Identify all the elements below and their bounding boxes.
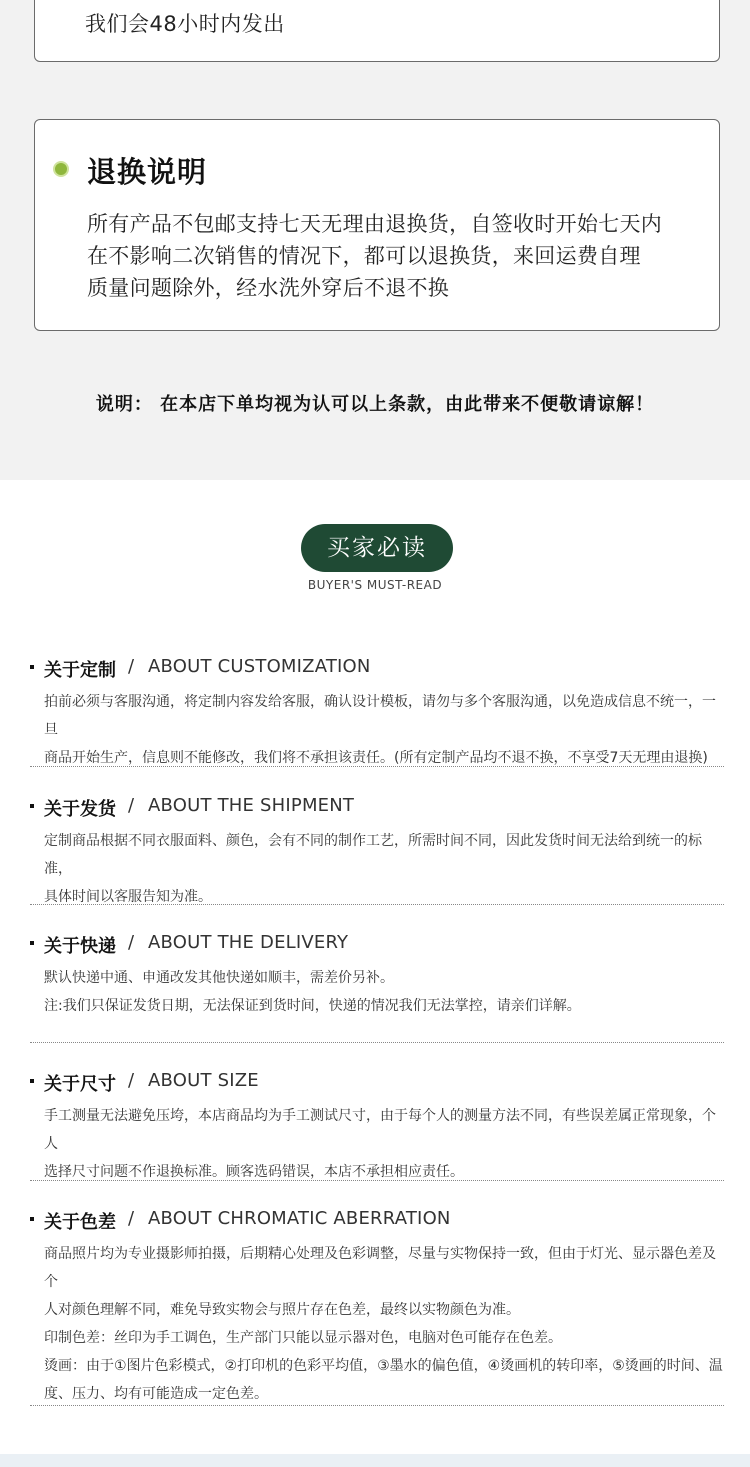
dotted-divider <box>30 766 724 767</box>
section-line: 定制商品根据不同衣服面料、颜色，会有不同的制作工艺，所需时间不同，因此发货时间无法给到统一的标准， <box>44 833 702 877</box>
section-title-en: ABOUT CUSTOMIZATION <box>148 656 371 677</box>
section-title-en: ABOUT SIZE <box>148 1070 259 1091</box>
section-body <box>30 827 728 911</box>
dotted-divider <box>30 1405 724 1406</box>
dotted-divider <box>30 1042 724 1043</box>
section-line: 具体时间以客服告知为准。 <box>44 889 212 905</box>
section-customization <box>30 656 724 766</box>
title-separator: / <box>128 1208 135 1229</box>
section-body <box>30 964 728 1020</box>
returns-policy-box <box>34 119 720 331</box>
section-line: 注:我们只保证发货日期，无法保证到货时间，快递的情况我们无法掌控，请亲们详解。 <box>44 998 581 1014</box>
section-title-zh: 关于尺寸 <box>44 1074 116 1095</box>
section-line: 选择尺寸问题不作退换标准。顾客选码错误，本店不承担相应责任。 <box>44 1164 464 1180</box>
green-dot-icon <box>53 161 69 177</box>
shipping-policy-text: 我们会48小时内发出 <box>85 12 285 36</box>
dotted-divider <box>30 1180 724 1181</box>
section-title-en: ABOUT THE SHIPMENT <box>148 795 355 816</box>
returns-policy-line: 在不影响二次销售的情况下，都可以退换货，来回运费自理 <box>87 244 641 268</box>
bullet-icon <box>30 941 34 945</box>
title-separator: / <box>128 795 135 816</box>
section-title-zh: 关于定制 <box>44 660 116 681</box>
bullet-icon <box>30 665 34 669</box>
section-shipment <box>30 795 724 905</box>
terms-notice: 说明： 在本店下单均视为认可以上条款，由此带来不便敬请谅解！ <box>95 394 655 415</box>
returns-policy-body <box>87 208 707 304</box>
bullet-icon <box>30 1079 34 1083</box>
section-size <box>30 1070 724 1180</box>
must-read-subtitle: BUYER'S MUST-READ <box>307 578 443 592</box>
section-line: 手工测量无法避免压垮，本店商品均为手工测试尺寸，由于每个人的测量方法不同，有些误差属正常现象，个人 <box>44 1108 716 1152</box>
section-heading <box>30 1070 724 1096</box>
section-line: 度、压力、均有可能造成一定色差。 <box>44 1386 268 1402</box>
section-heading <box>30 795 724 821</box>
bullet-icon <box>30 804 34 808</box>
section-line: 默认快递中通、申通改发其他快递如顺丰，需差价另补。 <box>44 970 394 986</box>
shipping-policy-box <box>34 0 720 62</box>
section-heading <box>30 932 724 958</box>
dotted-divider <box>30 904 724 905</box>
section-title-zh: 关于发货 <box>44 799 116 820</box>
section-body <box>30 688 728 772</box>
bottom-strip <box>0 1454 750 1467</box>
section-title-zh: 关于快递 <box>44 936 116 957</box>
section-line: 人对颜色理解不同，难免导致实物会与照片存在色差，最终以实物颜色为准。 <box>44 1302 520 1318</box>
section-line: 商品照片均为专业摄影师拍摄，后期精心处理及色彩调整，尽量与实物保持一致，但由于灯光、显示器色差及个 <box>44 1246 716 1290</box>
returns-policy-line: 质量问题除外，经水洗外穿后不退不换 <box>87 276 450 300</box>
section-line: 商品开始生产，信息则不能修改，我们将不承担该责任。(所有定制产品均不退不换，不享受7天无理由退换) <box>44 750 708 766</box>
section-body <box>30 1102 728 1186</box>
returns-policy-line: 所有产品不包邮支持七天无理由退换货，自签收时开始七天内 <box>87 212 663 236</box>
section-line: 拍前必须与客服沟通，将定制内容发给客服，确认设计模板，请勿与多个客服沟通，以免造成信息不统一，一旦 <box>44 694 716 738</box>
title-separator: / <box>128 656 135 677</box>
returns-policy-title: 退换说明 <box>87 155 208 189</box>
section-heading <box>30 1208 724 1234</box>
section-line: 烫画：由于①图片色彩模式，②打印机的色彩平均值，③墨水的偏色值，④烫画机的转印率，⑤烫画的时间、温 <box>44 1358 723 1374</box>
section-delivery <box>30 932 724 1014</box>
title-separator: / <box>128 1070 135 1091</box>
section-body <box>30 1240 728 1408</box>
section-chromatic-aberration <box>30 1208 724 1402</box>
section-line: 印制色差：丝印为手工调色，生产部门只能以显示器对色，电脑对色可能存在色差。 <box>44 1330 562 1346</box>
title-separator: / <box>128 932 135 953</box>
section-title-en: ABOUT THE DELIVERY <box>148 932 349 953</box>
must-read-badge: 买家必读 <box>301 524 453 572</box>
bullet-icon <box>30 1217 34 1221</box>
section-title-zh: 关于色差 <box>44 1212 116 1233</box>
section-heading <box>30 656 724 682</box>
section-title-en: ABOUT CHROMATIC ABERRATION <box>148 1208 451 1229</box>
